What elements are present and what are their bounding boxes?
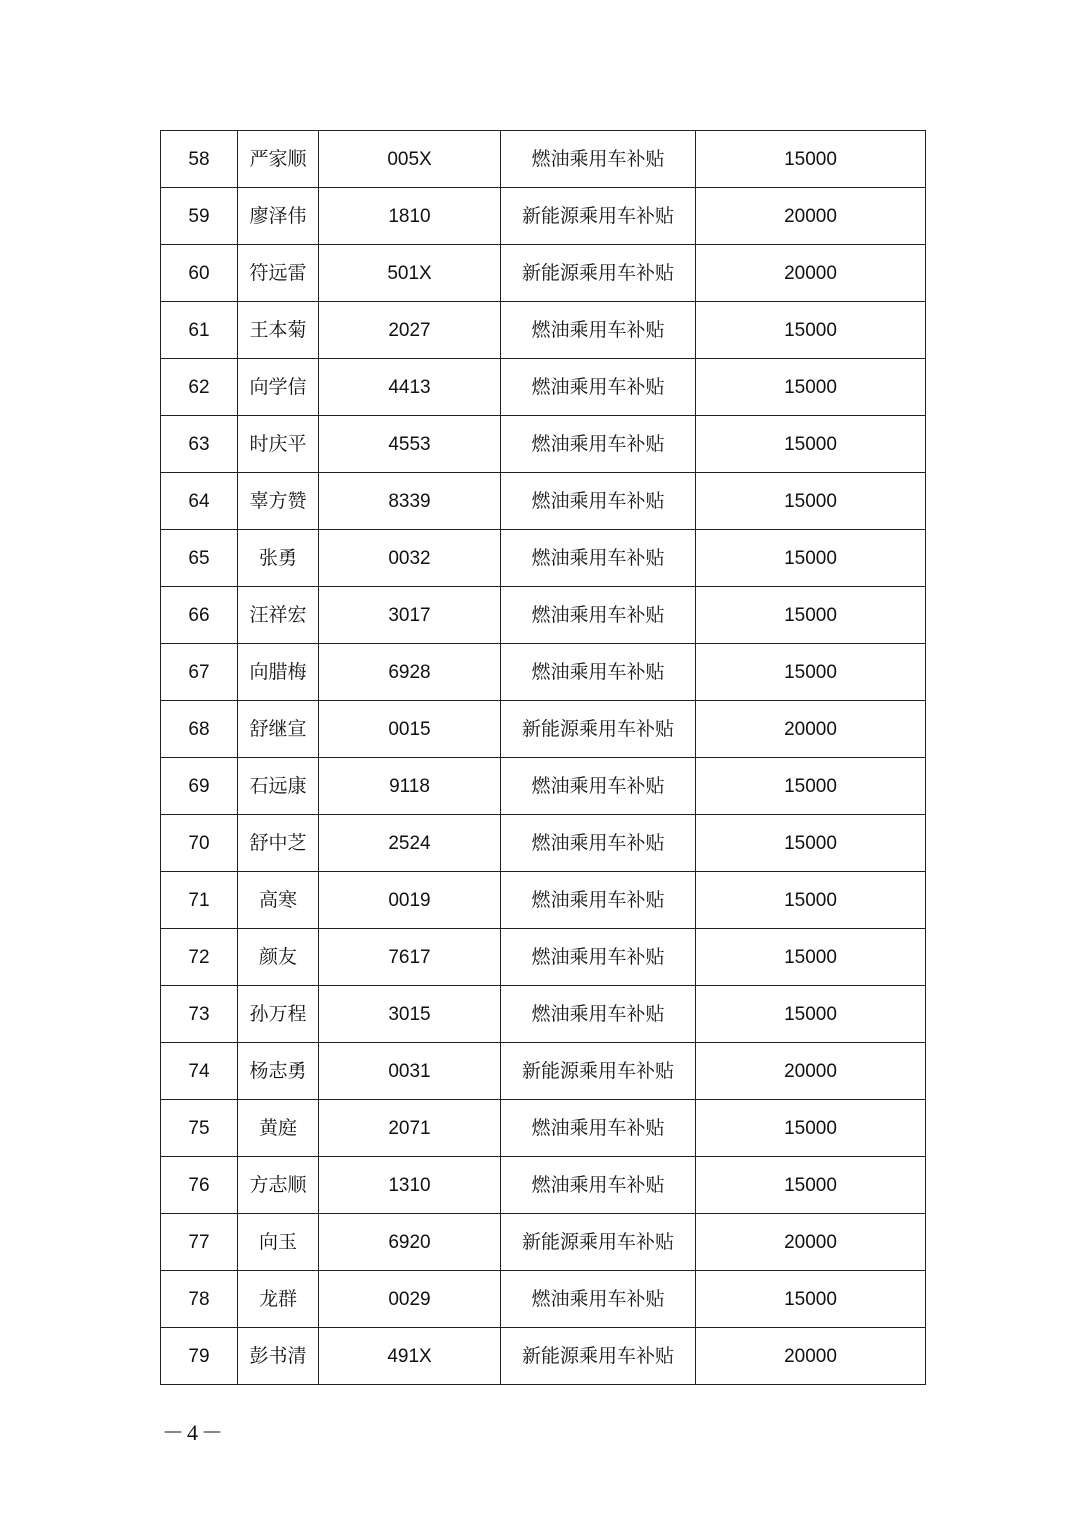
- cell-subsidy-type: 燃油乘用车补贴: [501, 758, 696, 815]
- table-row: [161, 758, 926, 815]
- cell-amount: 15000: [696, 131, 926, 188]
- cell-subsidy-type: 燃油乘用车补贴: [501, 872, 696, 929]
- cell-amount: 15000: [696, 929, 926, 986]
- cell-name: 廖泽伟: [238, 188, 319, 245]
- cell-id-suffix: 4413: [319, 359, 501, 416]
- cell-name: 孙万程: [238, 986, 319, 1043]
- cell-id-suffix: 491X: [319, 1328, 501, 1385]
- cell-subsidy-type: 新能源乘用车补贴: [501, 1043, 696, 1100]
- cell-subsidy-type: 燃油乘用车补贴: [501, 587, 696, 644]
- subsidy-table: [160, 130, 926, 1385]
- cell-name: 汪祥宏: [238, 587, 319, 644]
- cell-name: 时庆平: [238, 416, 319, 473]
- table-row: [161, 302, 926, 359]
- table-row: [161, 1100, 926, 1157]
- cell-subsidy-type: 新能源乘用车补贴: [501, 1328, 696, 1385]
- cell-id-suffix: 005X: [319, 131, 501, 188]
- cell-amount: 15000: [696, 530, 926, 587]
- cell-subsidy-type: 燃油乘用车补贴: [501, 359, 696, 416]
- cell-id-suffix: 8339: [319, 473, 501, 530]
- table-row: [161, 1157, 926, 1214]
- cell-number: 77: [161, 1214, 238, 1271]
- cell-amount: 15000: [696, 1100, 926, 1157]
- cell-name: 颜友: [238, 929, 319, 986]
- table-row: [161, 245, 926, 302]
- cell-number: 68: [161, 701, 238, 758]
- cell-number: 66: [161, 587, 238, 644]
- cell-subsidy-type: 燃油乘用车补贴: [501, 644, 696, 701]
- cell-name: 杨志勇: [238, 1043, 319, 1100]
- cell-subsidy-type: 新能源乘用车补贴: [501, 245, 696, 302]
- cell-subsidy-type: 燃油乘用车补贴: [501, 1100, 696, 1157]
- cell-id-suffix: 1810: [319, 188, 501, 245]
- cell-id-suffix: 501X: [319, 245, 501, 302]
- cell-subsidy-type: 新能源乘用车补贴: [501, 1214, 696, 1271]
- cell-number: 72: [161, 929, 238, 986]
- cell-number: 61: [161, 302, 238, 359]
- cell-id-suffix: 9118: [319, 758, 501, 815]
- cell-id-suffix: 3017: [319, 587, 501, 644]
- cell-subsidy-type: 燃油乘用车补贴: [501, 416, 696, 473]
- cell-id-suffix: 2027: [319, 302, 501, 359]
- cell-subsidy-type: 燃油乘用车补贴: [501, 815, 696, 872]
- cell-amount: 15000: [696, 1271, 926, 1328]
- cell-id-suffix: 6920: [319, 1214, 501, 1271]
- cell-id-suffix: 0015: [319, 701, 501, 758]
- cell-number: 76: [161, 1157, 238, 1214]
- cell-number: 63: [161, 416, 238, 473]
- cell-id-suffix: 3015: [319, 986, 501, 1043]
- cell-name: 方志顺: [238, 1157, 319, 1214]
- cell-amount: 15000: [696, 872, 926, 929]
- cell-amount: 15000: [696, 815, 926, 872]
- table-row: [161, 1328, 926, 1385]
- cell-name: 辜方赞: [238, 473, 319, 530]
- cell-number: 62: [161, 359, 238, 416]
- table-row: [161, 587, 926, 644]
- cell-id-suffix: 7617: [319, 929, 501, 986]
- cell-number: 65: [161, 530, 238, 587]
- cell-number: 58: [161, 131, 238, 188]
- cell-id-suffix: 2071: [319, 1100, 501, 1157]
- table-row: [161, 701, 926, 758]
- table-body: [161, 131, 926, 1385]
- cell-id-suffix: 0029: [319, 1271, 501, 1328]
- cell-id-suffix: 6928: [319, 644, 501, 701]
- table-row: [161, 872, 926, 929]
- cell-name: 舒继宣: [238, 701, 319, 758]
- cell-amount: 15000: [696, 302, 926, 359]
- cell-id-suffix: 0031: [319, 1043, 501, 1100]
- cell-amount: 20000: [696, 1328, 926, 1385]
- cell-name: 龙群: [238, 1271, 319, 1328]
- cell-name: 符远雷: [238, 245, 319, 302]
- cell-name: 严家顺: [238, 131, 319, 188]
- cell-name: 高寒: [238, 872, 319, 929]
- cell-number: 59: [161, 188, 238, 245]
- cell-name: 张勇: [238, 530, 319, 587]
- cell-name: 向学信: [238, 359, 319, 416]
- table-row: [161, 929, 926, 986]
- cell-amount: 15000: [696, 473, 926, 530]
- cell-id-suffix: 0032: [319, 530, 501, 587]
- cell-number: 73: [161, 986, 238, 1043]
- cell-number: 71: [161, 872, 238, 929]
- cell-name: 向玉: [238, 1214, 319, 1271]
- cell-subsidy-type: 新能源乘用车补贴: [501, 188, 696, 245]
- cell-name: 王本菊: [238, 302, 319, 359]
- cell-number: 64: [161, 473, 238, 530]
- cell-amount: 20000: [696, 1043, 926, 1100]
- cell-subsidy-type: 燃油乘用车补贴: [501, 1157, 696, 1214]
- cell-amount: 15000: [696, 644, 926, 701]
- cell-number: 67: [161, 644, 238, 701]
- table-row: [161, 1214, 926, 1271]
- cell-amount: 20000: [696, 701, 926, 758]
- cell-subsidy-type: 燃油乘用车补贴: [501, 302, 696, 359]
- cell-subsidy-type: 燃油乘用车补贴: [501, 929, 696, 986]
- cell-amount: 15000: [696, 587, 926, 644]
- table-row: [161, 188, 926, 245]
- cell-subsidy-type: 燃油乘用车补贴: [501, 530, 696, 587]
- cell-amount: 15000: [696, 1157, 926, 1214]
- cell-id-suffix: 4553: [319, 416, 501, 473]
- cell-subsidy-type: 燃油乘用车补贴: [501, 1271, 696, 1328]
- table-row: [161, 131, 926, 188]
- cell-amount: 15000: [696, 758, 926, 815]
- cell-amount: 15000: [696, 986, 926, 1043]
- table-row: [161, 416, 926, 473]
- table-row: [161, 986, 926, 1043]
- cell-name: 彭书清: [238, 1328, 319, 1385]
- table-row: [161, 473, 926, 530]
- cell-amount: 20000: [696, 245, 926, 302]
- cell-name: 舒中芝: [238, 815, 319, 872]
- table-row: [161, 1271, 926, 1328]
- cell-number: 79: [161, 1328, 238, 1385]
- table-row: [161, 1043, 926, 1100]
- cell-subsidy-type: 燃油乘用车补贴: [501, 131, 696, 188]
- cell-name: 黄庭: [238, 1100, 319, 1157]
- cell-subsidy-type: 新能源乘用车补贴: [501, 701, 696, 758]
- cell-amount: 15000: [696, 359, 926, 416]
- cell-subsidy-type: 燃油乘用车补贴: [501, 986, 696, 1043]
- cell-number: 70: [161, 815, 238, 872]
- table-row: [161, 644, 926, 701]
- cell-number: 78: [161, 1271, 238, 1328]
- cell-name: 向腊梅: [238, 644, 319, 701]
- cell-id-suffix: 2524: [319, 815, 501, 872]
- page-number: －4－: [162, 1420, 227, 1445]
- table-row: [161, 530, 926, 587]
- cell-number: 74: [161, 1043, 238, 1100]
- table-row: [161, 815, 926, 872]
- cell-number: 69: [161, 758, 238, 815]
- cell-amount: 20000: [696, 1214, 926, 1271]
- cell-subsidy-type: 燃油乘用车补贴: [501, 473, 696, 530]
- table-row: [161, 359, 926, 416]
- cell-number: 60: [161, 245, 238, 302]
- cell-number: 75: [161, 1100, 238, 1157]
- cell-amount: 15000: [696, 416, 926, 473]
- cell-id-suffix: 0019: [319, 872, 501, 929]
- cell-name: 石远康: [238, 758, 319, 815]
- cell-id-suffix: 1310: [319, 1157, 501, 1214]
- cell-amount: 20000: [696, 188, 926, 245]
